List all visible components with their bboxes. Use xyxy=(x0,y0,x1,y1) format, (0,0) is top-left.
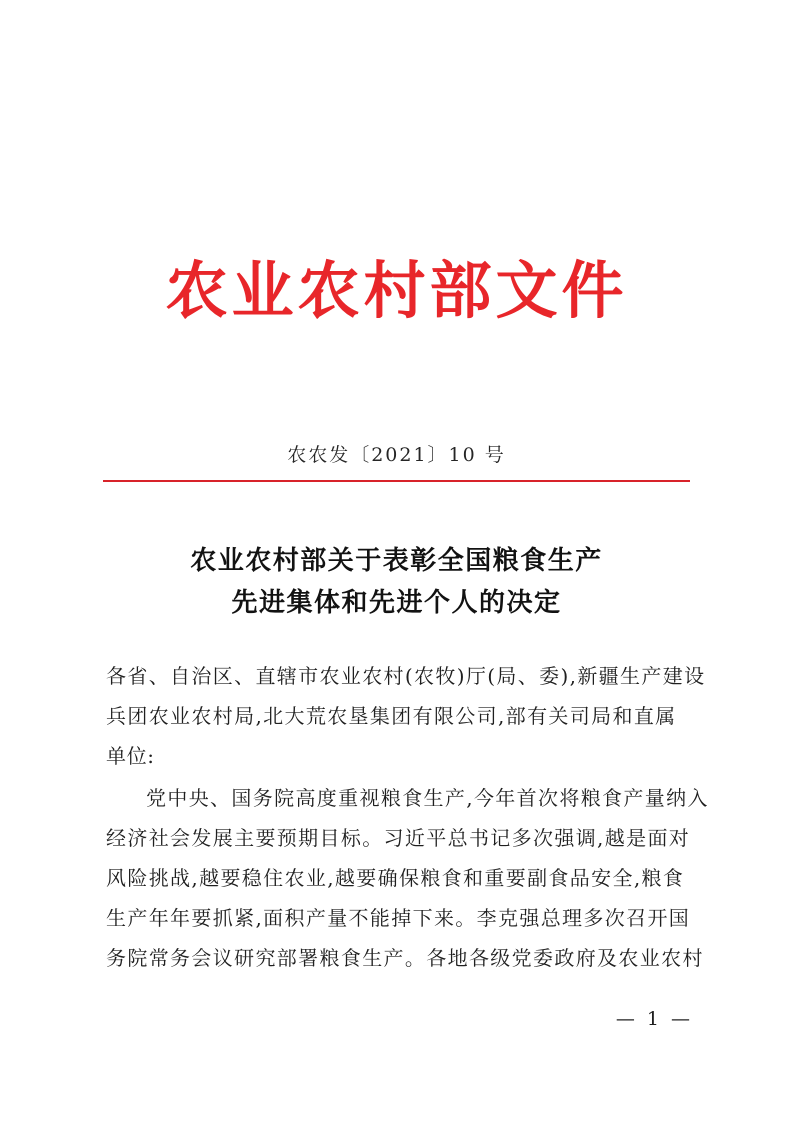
recipient-line: 兵团农业农村局,北大荒农垦集团有限公司,部有关司局和直属 xyxy=(106,704,677,728)
body-paragraph-line: 生产年年要抓紧,面积产量不能掉下来。李克强总理多次召开国 xyxy=(106,906,691,930)
page-footer xyxy=(0,1008,793,1030)
recipient-line: 单位: xyxy=(106,744,155,768)
red-separator-rule xyxy=(103,480,690,482)
masthead xyxy=(0,254,793,327)
document-heading-line-1: 农业农村部关于表彰全国粮食生产 xyxy=(190,546,603,576)
body-paragraph-line: 经济社会发展主要预期目标。习近平总书记多次强调,越是面对 xyxy=(106,826,691,850)
document-body xyxy=(106,656,709,978)
document-number: 农农发〔2021〕10 号 xyxy=(287,444,506,466)
masthead-title: 农业农村部文件 xyxy=(165,254,628,327)
body-paragraph xyxy=(106,778,709,978)
recipient-line: 各省、自治区、直辖市农业农村(农牧)厅(局、委),新疆生产建设 xyxy=(106,664,706,688)
body-paragraph-line: 风险挑战,越要稳住农业,越要确保粮食和重要副食品安全,粮食 xyxy=(106,866,685,890)
page-number: — 1 — xyxy=(615,1008,693,1030)
body-paragraph-line: 务院常务会议研究部署粮食生产。各地各级党委政府及农业农村 xyxy=(106,946,704,970)
document-heading xyxy=(0,540,793,624)
document-number-row xyxy=(0,440,793,467)
recipient-block xyxy=(106,656,706,776)
body-paragraph-line: 党中央、国务院高度重视粮食生产,今年首次将粮食产量纳入 xyxy=(146,786,709,810)
document-heading-line-2: 先进集体和先进个人的决定 xyxy=(231,588,562,618)
